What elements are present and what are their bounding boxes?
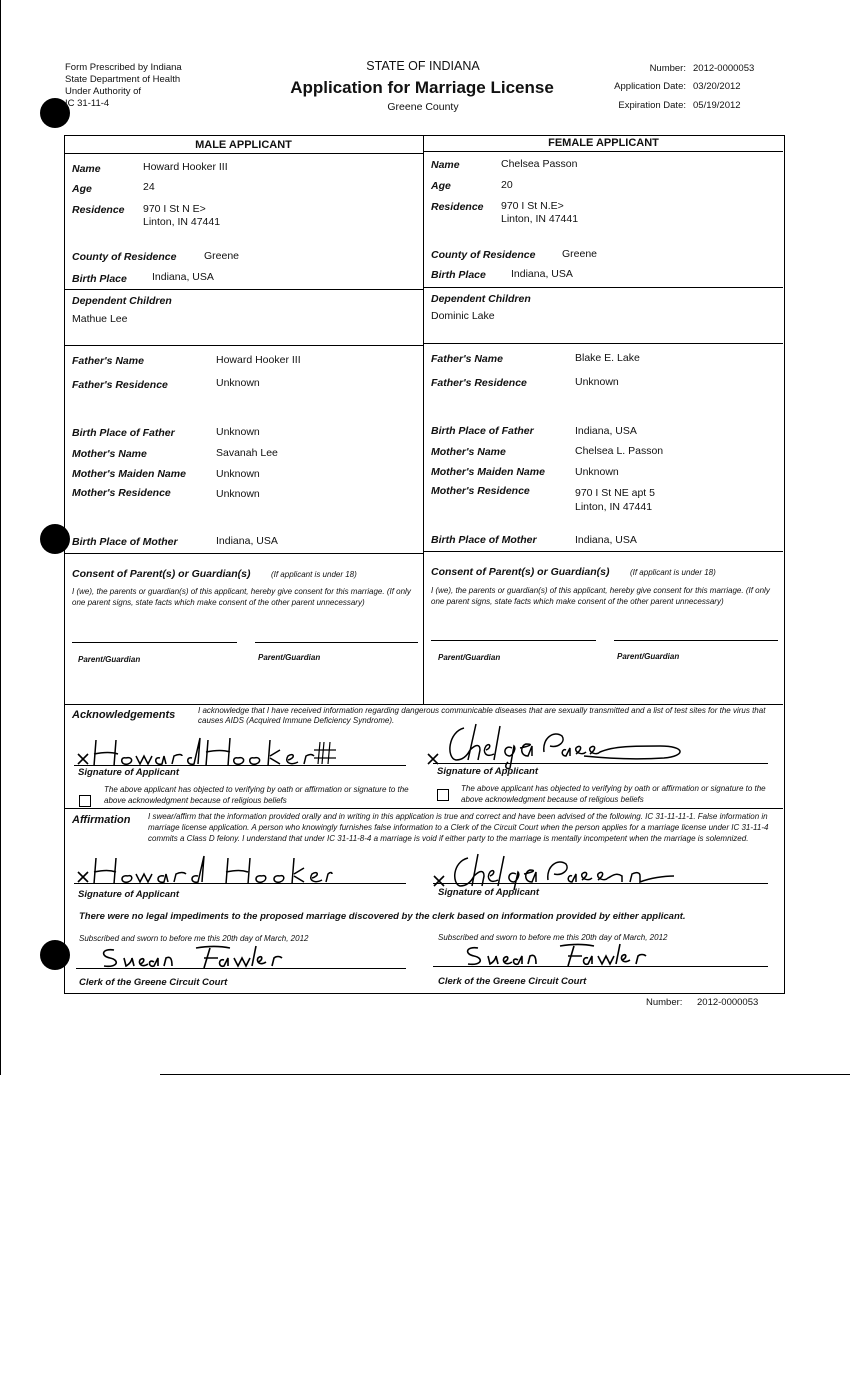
female-affirm-sig-label: Signature of Applicant bbox=[438, 887, 539, 898]
female-father-name-label: Father's Name bbox=[431, 353, 503, 365]
male-father-birth-label: Birth Place of Father bbox=[72, 427, 175, 439]
ack-top-rule bbox=[64, 704, 783, 705]
column-divider bbox=[423, 135, 424, 704]
male-birthplace-label: Birth Place bbox=[72, 273, 127, 285]
female-affirm-sig-line bbox=[433, 883, 768, 884]
male-clerk-label: Clerk of the Greene Circuit Court bbox=[79, 977, 228, 988]
male-header-rule bbox=[64, 153, 423, 154]
male-mother-name-label: Mother's Name bbox=[72, 448, 147, 460]
female-rule-3 bbox=[424, 551, 783, 552]
footer-number-value: 2012-0000053 bbox=[697, 997, 759, 1008]
male-objection-checkbox[interactable] bbox=[79, 795, 91, 807]
female-birthplace-label: Birth Place bbox=[431, 269, 486, 281]
male-parent-line-2 bbox=[255, 642, 418, 643]
female-parent-guardian-1: Parent/Guardian bbox=[438, 653, 501, 662]
male-mother-maiden-label: Mother's Maiden Name bbox=[72, 468, 186, 480]
female-age-label: Age bbox=[431, 180, 451, 192]
male-birthplace-value: Indiana, USA bbox=[152, 271, 214, 283]
male-subscribed-text: Subscribed and sworn to before me this 20th day of March, 2012 bbox=[79, 934, 309, 943]
female-mother-maiden-label: Mother's Maiden Name bbox=[431, 466, 545, 478]
county-title: Greene County bbox=[387, 101, 459, 113]
female-county-value: Greene bbox=[562, 248, 598, 260]
footer-number-label: Number: bbox=[646, 997, 683, 1008]
male-mother-birth-label: Birth Place of Mother bbox=[72, 536, 178, 548]
female-mother-res-label: Mother's Residence bbox=[431, 485, 530, 497]
state-title: STATE OF INDIANA bbox=[366, 59, 480, 73]
female-objection-checkbox[interactable] bbox=[437, 789, 449, 801]
male-parent-guardian-2: Parent/Guardian bbox=[258, 653, 321, 662]
male-father-res-label: Father's Residence bbox=[72, 379, 168, 391]
female-father-birth-label: Birth Place of Father bbox=[431, 425, 534, 437]
female-consent-note: (If applicant is under 18) bbox=[629, 568, 716, 577]
female-consent-heading bbox=[431, 562, 716, 580]
female-objection-text: The above applicant has objected to verifying by oath or affirmation or signature to the above acknowledgment because of religious beliefs bbox=[461, 784, 766, 804]
male-affirm-sig-line bbox=[74, 883, 406, 884]
authority-line: Under Authority of bbox=[65, 86, 142, 97]
exp-date-value: 05/19/2012 bbox=[693, 100, 741, 111]
exp-date-label: Expiration Date: bbox=[618, 100, 686, 111]
female-consent-title: Consent of Parent(s) or Guardian(s) bbox=[431, 566, 610, 578]
female-clerk-label: Clerk of the Greene Circuit Court bbox=[438, 976, 587, 987]
app-date-label: Application Date: bbox=[614, 81, 686, 92]
number-label: Number: bbox=[649, 63, 686, 74]
ack-text: I acknowledge that I have received information regarding dangerous communicable diseases that are sexually transmitted and a list of test sites for the virus that causes AIDS (Acquired Immune Deficiency Syndrome). bbox=[198, 706, 766, 725]
female-parent-line-1 bbox=[431, 640, 596, 641]
male-name-value: Howard Hooker III bbox=[143, 161, 228, 173]
female-mother-res-line2: Linton, IN 47441 bbox=[575, 501, 653, 513]
male-county-value: Greene bbox=[204, 250, 240, 262]
male-dependents-label: Dependent Children bbox=[72, 295, 172, 307]
male-father-name-label: Father's Name bbox=[72, 355, 144, 367]
male-age-label: Age bbox=[72, 183, 92, 195]
authority-line: IC 31-11-4 bbox=[65, 98, 110, 109]
female-father-name-value: Blake E. Lake bbox=[575, 352, 640, 364]
male-objection-text: The above applicant has objected to verifying by oath or affirmation or signature to the above acknowledgment because of religious beliefs bbox=[104, 785, 409, 805]
female-county-label: County of Residence bbox=[431, 249, 536, 261]
male-rule-3 bbox=[64, 553, 423, 554]
female-header-rule bbox=[424, 151, 783, 152]
female-ack-sig-line bbox=[433, 763, 768, 764]
female-mother-name-label: Mother's Name bbox=[431, 446, 506, 458]
female-parent-line-2 bbox=[614, 640, 778, 641]
male-consent-title: Consent of Parent(s) or Guardian(s) bbox=[72, 568, 251, 580]
female-dependents-value: Dominic Lake bbox=[431, 310, 495, 322]
scan-left-edge bbox=[0, 0, 1, 1075]
male-ack-sig-label: Signature of Applicant bbox=[78, 767, 179, 778]
male-parent-guardian-1: Parent/Guardian bbox=[78, 655, 141, 664]
male-rule-2 bbox=[64, 345, 423, 346]
affirm-text: I swear/affirm that the information provided orally and in writing in this application is true and correct and have been advised of the following. IC 31-11-11-1. False information in marriage license application. A person who knowingly furnishes false information to a Clerk of the Circuit Court when the person applies for a marriage license under IC 31-11-4 commits a Class D felony. I understand that under IC 31-11-8-4 a marriage is void if either party to the marriage is mentally incompetent when the marriage is solemnized. bbox=[148, 812, 769, 843]
female-father-res-label: Father's Residence bbox=[431, 377, 527, 389]
male-age-value: 24 bbox=[143, 181, 155, 193]
female-dependents-label: Dependent Children bbox=[431, 293, 531, 305]
authority-line: Form Prescribed by Indiana bbox=[65, 62, 182, 73]
female-name-label: Name bbox=[431, 159, 460, 171]
male-residence-label: Residence bbox=[72, 204, 125, 216]
male-mother-birth-value: Indiana, USA bbox=[216, 535, 278, 547]
app-date-value: 03/20/2012 bbox=[693, 81, 741, 92]
female-birthplace-value: Indiana, USA bbox=[511, 268, 573, 280]
form-authority bbox=[65, 62, 182, 110]
female-parent-guardian-2: Parent/Guardian bbox=[617, 652, 680, 661]
male-rule-1 bbox=[64, 289, 423, 290]
affirm-top-rule bbox=[64, 808, 783, 809]
male-residence-line2: Linton, IN 47441 bbox=[143, 216, 221, 228]
female-rule-1 bbox=[424, 287, 783, 288]
female-rule-2 bbox=[424, 343, 783, 344]
female-residence-label: Residence bbox=[431, 201, 484, 213]
female-mother-res-line1: 970 I St NE apt 5 bbox=[575, 487, 655, 499]
female-age-value: 20 bbox=[501, 179, 513, 191]
female-mother-birth-label: Birth Place of Mother bbox=[431, 534, 537, 546]
male-consent-text: I (we), the parents or guardian(s) of this applicant, hereby give consent for this marriage. (If only one parent signs, state facts which make consent of the other parent unnecessary) bbox=[72, 587, 411, 607]
female-consent-text: I (we), the parents or guardian(s) of this applicant, hereby give consent for this marriage. (If only one parent signs, state facts which make consent of the other parent unnecessary) bbox=[431, 586, 770, 606]
female-residence-line1: 970 I St N.E> bbox=[501, 200, 564, 212]
male-mother-name-value: Savanah Lee bbox=[216, 447, 278, 459]
male-mother-maiden-value: Unknown bbox=[216, 468, 260, 480]
female-name-value: Chelsea Passon bbox=[501, 158, 578, 170]
form-title: Application for Marriage License bbox=[290, 78, 554, 97]
male-county-label: County of Residence bbox=[72, 251, 177, 263]
scan-bottom-edge bbox=[160, 1074, 850, 1075]
female-residence-line2: Linton, IN 47441 bbox=[501, 213, 579, 225]
female-mother-maiden-value: Unknown bbox=[575, 466, 619, 478]
male-mother-res-value: Unknown bbox=[216, 488, 260, 500]
male-parent-line-1 bbox=[72, 642, 237, 643]
male-ack-sig-line bbox=[74, 765, 406, 766]
male-dependents-value: Mathue Lee bbox=[72, 313, 128, 325]
male-consent-heading bbox=[72, 564, 357, 582]
female-ack-sig-label: Signature of Applicant bbox=[437, 766, 538, 777]
female-mother-birth-value: Indiana, USA bbox=[575, 534, 637, 546]
male-consent-note: (If applicant is under 18) bbox=[270, 570, 357, 579]
male-name-label: Name bbox=[72, 163, 101, 175]
ack-title: Acknowledgements bbox=[72, 709, 176, 721]
authority-line: State Department of Health bbox=[65, 74, 181, 85]
male-father-birth-value: Unknown bbox=[216, 426, 260, 438]
male-ack-signature bbox=[74, 730, 344, 770]
female-subscribed-text: Subscribed and sworn to before me this 20th day of March, 2012 bbox=[438, 933, 668, 942]
male-father-name-value: Howard Hooker III bbox=[216, 354, 301, 366]
male-mother-res-label: Mother's Residence bbox=[72, 487, 171, 499]
female-mother-name-value: Chelsea L. Passon bbox=[575, 445, 664, 457]
male-father-res-value: Unknown bbox=[216, 377, 260, 389]
male-applicant-header: MALE APPLICANT bbox=[195, 139, 292, 151]
female-clerk-sig-line bbox=[433, 966, 768, 967]
female-father-birth-value: Indiana, USA bbox=[575, 425, 637, 437]
affirm-title: Affirmation bbox=[72, 814, 131, 826]
female-applicant-header: FEMALE APPLICANT bbox=[548, 137, 659, 149]
female-affirm-signature bbox=[430, 850, 680, 892]
number-value: 2012-0000053 bbox=[693, 63, 755, 74]
male-affirm-sig-label: Signature of Applicant bbox=[78, 889, 179, 900]
male-clerk-sig-line bbox=[76, 968, 406, 969]
male-residence-line1: 970 I St N E> bbox=[143, 203, 206, 215]
impediments-statement: There were no legal impediments to the proposed marriage discovered by the clerk based on information provided by either applicant. bbox=[79, 911, 686, 922]
female-father-res-value: Unknown bbox=[575, 376, 619, 388]
